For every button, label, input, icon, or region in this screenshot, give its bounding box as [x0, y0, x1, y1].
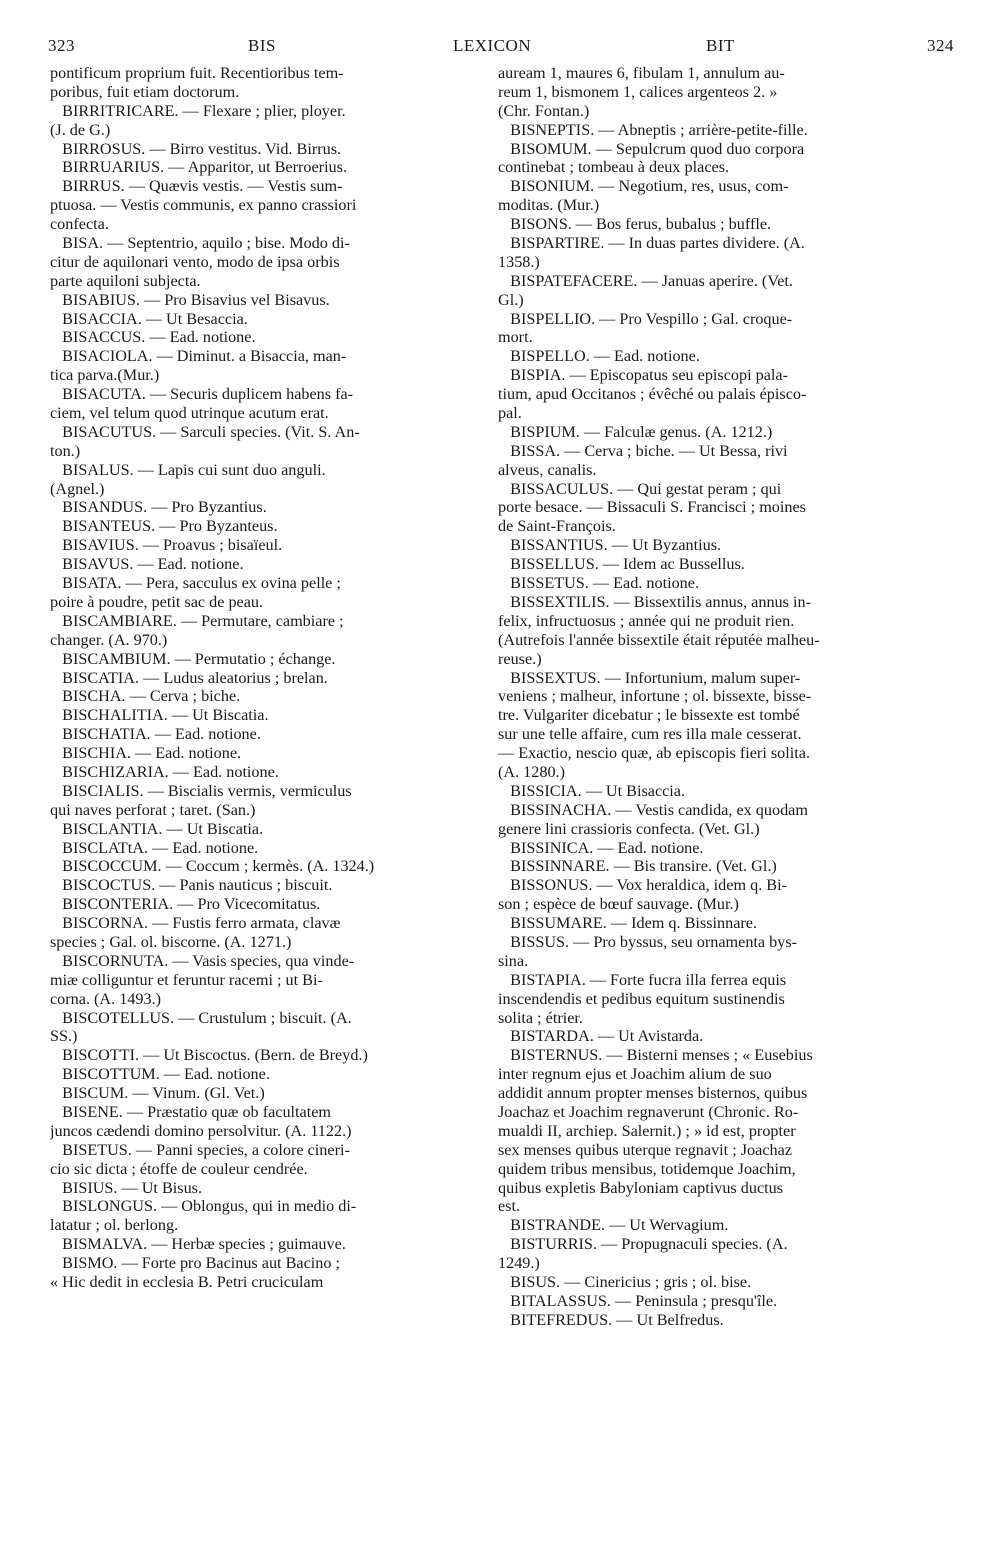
text-line: (J. de G.) [50, 120, 111, 139]
left-column [50, 64, 478, 1292]
text-line: BISSA. — Cerva ; biche. — Ut Bessa, rivi [498, 441, 788, 460]
text-line: cio sic dicta ; étoffe de couleur cendrée. [50, 1159, 308, 1178]
header-title: LEXICON [453, 36, 532, 55]
text-line: BIRRUARIUS. — Apparitor, ut Berroerius. [50, 158, 348, 177]
text-line: BISSACULUS. — Qui gestat peram ; qui [498, 479, 782, 498]
text-line: tium, apud Occitanos ; évêché ou palais épisco- [498, 385, 807, 404]
running-header [48, 36, 954, 64]
text-line: BISACUTUS. — Sarculi species. (Vit. S. An- [50, 422, 360, 441]
text-line: BISSONUS. — Vox heraldica, idem q. Bi- [498, 876, 787, 895]
text-line: citur de aquilonari vento, modo de ipsa orbis [50, 252, 340, 271]
text-line: inter regnum ejus et Joachim alium de suo [498, 1065, 772, 1084]
text-line: miæ colliguntur et feruntur racemi ; ut Bi- [50, 970, 323, 989]
text-line: poire à poudre, petit sac de peau. [50, 592, 264, 611]
text-line: ton.) [50, 441, 81, 460]
text-line: BISCIALIS. — Biscialis vermis, vermiculus [50, 781, 352, 800]
text-line: BISONIUM. — Negotium, res, usus, com- [498, 177, 789, 196]
text-line: sur une telle affaire, cum res illa male cesserat. [498, 725, 802, 744]
text-line: BISACCIA. — Ut Besaccia. [50, 309, 248, 328]
text-line: confecta. [50, 215, 109, 234]
text-line: mort. [498, 328, 533, 347]
text-line: BISCOTELLUS. — Crustulum ; biscuit. (A. [50, 1008, 352, 1027]
text-line: BISCUM. — Vinum. (Gl. Vet.) [50, 1084, 265, 1103]
text-line: BISSUMARE. — Idem q. Bissinnare. [498, 914, 757, 933]
text-line: BISACUTA. — Securis duplicem habens fa- [50, 385, 354, 404]
text-line: (A. 1280.) [498, 762, 565, 781]
text-line: BISCHATIA. — Ead. notione. [50, 725, 261, 744]
text-line: BISTURRIS. — Propugnaculi species. (A. [498, 1235, 788, 1254]
text-line: continebat ; tombeau à deux places. [498, 158, 730, 177]
text-line: BISATA. — Pera, sacculus ex ovina pelle ; [50, 574, 341, 593]
text-line: 1249.) [498, 1254, 540, 1273]
text-line: Gl.) [498, 290, 524, 309]
text-line: est. [498, 1197, 521, 1216]
text-line: quidem tribus mensibus, totidemque Joachim, [498, 1159, 796, 1178]
text-line: BISCATIA. — Ludus aleatorius ; brelan. [50, 668, 328, 687]
text-line: BISABIUS. — Pro Bisavius vel Bisavus. [50, 290, 330, 309]
page-number-left: 323 [48, 36, 75, 55]
text-line: BIRROSUS. — Birro vestitus. Vid. Birrus. [50, 139, 342, 158]
text-line: BISANDUS. — Pro Byzantius. [50, 498, 267, 517]
text-line: solita ; étrier. [498, 1008, 583, 1027]
text-line: reuse.) [498, 649, 542, 668]
text-line: BISNEPTIS. — Abneptis ; arrière-petite-fille. [498, 120, 808, 139]
text-line: changer. (A. 970.) [50, 630, 168, 649]
text-line: BISOMUM. — Sepulcrum quod duo corpora [498, 139, 805, 158]
text-line: BISALUS. — Lapis cui sunt duo anguli. [50, 460, 326, 479]
text-line: juncos cædendi domino persolvitur. (A. 1122.) [50, 1121, 352, 1140]
text-line: (Autrefois l'année bissextile était réputée malheu- [498, 630, 820, 649]
text-line: corna. (A. 1493.) [50, 989, 162, 1008]
text-line: auream 1, maures 6, fibulam 1, annulum au- [498, 64, 785, 82]
text-line: BISPATEFACERE. — Januas aperire. (Vet. [498, 271, 793, 290]
text-line: BISCLANTIA. — Ut Biscatia. [50, 819, 264, 838]
text-line: BISACIOLA. — Diminut. a Bisaccia, man- [50, 347, 347, 366]
text-line: BISSELLUS. — Idem ac Bussellus. [498, 555, 745, 574]
text-line: BISLONGUS. — Oblongus, qui in medio di- [50, 1197, 357, 1216]
text-line: SS.) [50, 1027, 78, 1046]
text-line: (Chr. Fontan.) [498, 101, 590, 120]
text-line: BISSEXTUS. — Infortunium, malum super- [498, 668, 801, 687]
text-line: genere lini crassioris confecta. (Vet. Gl.) [498, 819, 760, 838]
text-line: felix, infructuosus ; année qui ne produit rien. [498, 611, 795, 630]
text-line: species ; Gal. ol. biscorne. (A. 1271.) [50, 932, 292, 951]
text-line: BISENE. — Præstatio quæ ob facultatem [50, 1102, 332, 1121]
right-column [498, 64, 928, 1330]
text-line: BISPIA. — Episcopatus seu episcopi pala- [498, 366, 788, 385]
text-line: BISSICIA. — Ut Bisaccia. [498, 781, 686, 800]
text-line: addidit annum propter menses bisternos, quibus [498, 1084, 808, 1103]
text-line: porte besace. — Bissaculi S. Francisci ; moines [498, 498, 806, 517]
text-line: — Exactio, nescio quæ, ab episcopis fieri solita. [498, 744, 810, 763]
text-line: poribus, fuit etiam doctorum. [50, 82, 240, 101]
text-line: BISSINACHA. — Vestis candida, ex quodam [498, 800, 808, 819]
text-line: pal. [498, 404, 522, 423]
guide-word-right: BIT [706, 36, 735, 55]
text-line: BISSINNARE. — Bis transire. (Vet. Gl.) [498, 857, 777, 876]
text-line: BIRRITRICARE. — Flexare ; plier, ployer. [50, 101, 346, 120]
text-line: BISETUS. — Panni species, a colore cineri- [50, 1140, 350, 1159]
text-line: BISCAMBIUM. — Permutatio ; échange. [50, 649, 336, 668]
text-line: veniens ; malheur, infortune ; ol. bissexte, bisse- [498, 687, 812, 706]
text-line: BISACCUS. — Ead. notione. [50, 328, 256, 347]
text-line: BISTAPIA. — Forte fucra illa ferrea equis [498, 970, 787, 989]
text-line: BISA. — Septentrio, aquilo ; bise. Modo di- [50, 234, 350, 253]
text-line: BISSINICA. — Ead. notione. [498, 838, 704, 857]
text-line: BISCOTTUM. — Ead. notione. [50, 1065, 270, 1084]
text-line: BISUS. — Cinericius ; gris ; ol. bise. [498, 1273, 752, 1291]
text-line: BISCOCTUS. — Panis nauticus ; biscuit. [50, 876, 333, 895]
text-line: BISONS. — Bos ferus, bubalus ; buffle. [498, 215, 772, 234]
text-line: pontificum proprium fuit. Recentioribus tem- [50, 64, 344, 82]
text-line: latatur ; ol. berlong. [50, 1216, 179, 1235]
text-line: BISIUS. — Ut Bisus. [50, 1178, 203, 1197]
text-line: (Agnel.) [50, 479, 105, 498]
text-line: BISTARDA. — Ut Avistarda. [498, 1027, 704, 1046]
text-line: 1358.) [498, 252, 540, 271]
text-line: BISCHALITIA. — Ut Biscatia. [50, 706, 269, 725]
text-line: reum 1, bismonem 1, calices argenteos 2. » [498, 82, 778, 101]
text-line: BISSEXTILIS. — Bissextilis annus, annus in- [498, 592, 811, 611]
text-line: BISPELLIO. — Pro Vespillo ; Gal. croque- [498, 309, 793, 328]
text-line: BISMALVA. — Herbæ species ; guimauve. [50, 1235, 346, 1254]
text-line: Joachaz et Joachim regnaverunt (Chronic. Ro- [498, 1102, 799, 1121]
text-line: BISPELLO. — Ead. notione. [498, 347, 700, 366]
text-line: BISCOTTI. — Ut Biscoctus. (Bern. de Breyd.) [50, 1046, 368, 1065]
text-line: BISAVIUS. — Proavus ; bisaïeul. [50, 536, 283, 555]
text-line: parte aquiloni subjecta. [50, 271, 201, 290]
text-line: BITALASSUS. — Peninsula ; presqu'île. [498, 1291, 778, 1310]
text-line: sex menses quibus uterque regnavit ; Joachaz [498, 1140, 792, 1159]
text-line: son ; espèce de bœuf sauvage. (Mur.) [498, 895, 739, 914]
text-line: BIRRUS. — Quævis vestis. — Vestis sum- [50, 177, 343, 196]
text-line: BISCONTERIA. — Pro Vicecomitatus. [50, 895, 321, 914]
text-line: qui naves perforat ; taret. (San.) [50, 800, 256, 819]
text-line: BITEFREDUS. — Ut Belfredus. [498, 1310, 724, 1329]
text-line: BISPARTIRE. — In duas partes dividere. (A. [498, 234, 805, 253]
text-line: BISCORNUTA. — Vasis species, qua vinde- [50, 951, 355, 970]
text-line: tica parva.(Mur.) [50, 366, 160, 385]
text-line: « Hic dedit in ecclesia B. Petri cruciculam [50, 1273, 324, 1291]
text-line: BISCHA. — Cerva ; biche. [50, 687, 241, 706]
text-line: BISMO. — Forte pro Bacinus aut Bacino ; [50, 1254, 340, 1273]
text-line: BISSETUS. — Ead. notione. [498, 574, 699, 593]
text-line: BISCORNA. — Fustis ferro armata, clavæ [50, 914, 341, 933]
text-line: BISAVUS. — Ead. notione. [50, 555, 244, 574]
guide-word-left: BIS [248, 36, 276, 55]
text-line: BISTERNUS. — Bisterni menses ; « Eusebius [498, 1046, 813, 1065]
text-line: inscendendis et pedibus equitum sustinendis [498, 989, 785, 1008]
text-line: BISANTEUS. — Pro Byzanteus. [50, 517, 278, 536]
text-line: mualdi II, archiep. Salernit.) ; » id est, propter [498, 1121, 796, 1140]
text-line: ciem, vel telum quod utrinque acutum erat. [50, 404, 329, 423]
text-line: BISCLATtA. — Ead. notione. [50, 838, 259, 857]
text-line: BISSUS. — Pro byssus, seu ornamenta bys- [498, 932, 798, 951]
text-line: ptuosa. — Vestis communis, ex panno crassiori [50, 196, 357, 215]
text-line: BISCHIA. — Ead. notione. [50, 744, 242, 763]
text-line: moditas. (Mur.) [498, 196, 600, 215]
text-line: BISTRANDE. — Ut Wervagium. [498, 1216, 729, 1235]
text-line: BISCHIZARIA. — Ead. notione. [50, 762, 279, 781]
text-line: quibus expletis Babyloniam captivus ductus [498, 1178, 784, 1197]
text-line: de Saint-François. [498, 517, 616, 536]
text-line: sina. [498, 951, 529, 970]
text-line: BISPIUM. — Falculæ genus. (A. 1212.) [498, 422, 773, 441]
page-number-right: 324 [927, 36, 954, 55]
text-line: BISSANTIUS. — Ut Byzantius. [498, 536, 722, 555]
text-line: tre. Vulgariter dicebatur ; le bissexte est tombé [498, 706, 800, 725]
text-line: BISCAMBIARE. — Permutare, cambiare ; [50, 611, 344, 630]
text-line: BISCOCCUM. — Coccum ; kermès. (A. 1324.) [50, 857, 375, 876]
text-line: alveus, canalis. [498, 460, 597, 479]
